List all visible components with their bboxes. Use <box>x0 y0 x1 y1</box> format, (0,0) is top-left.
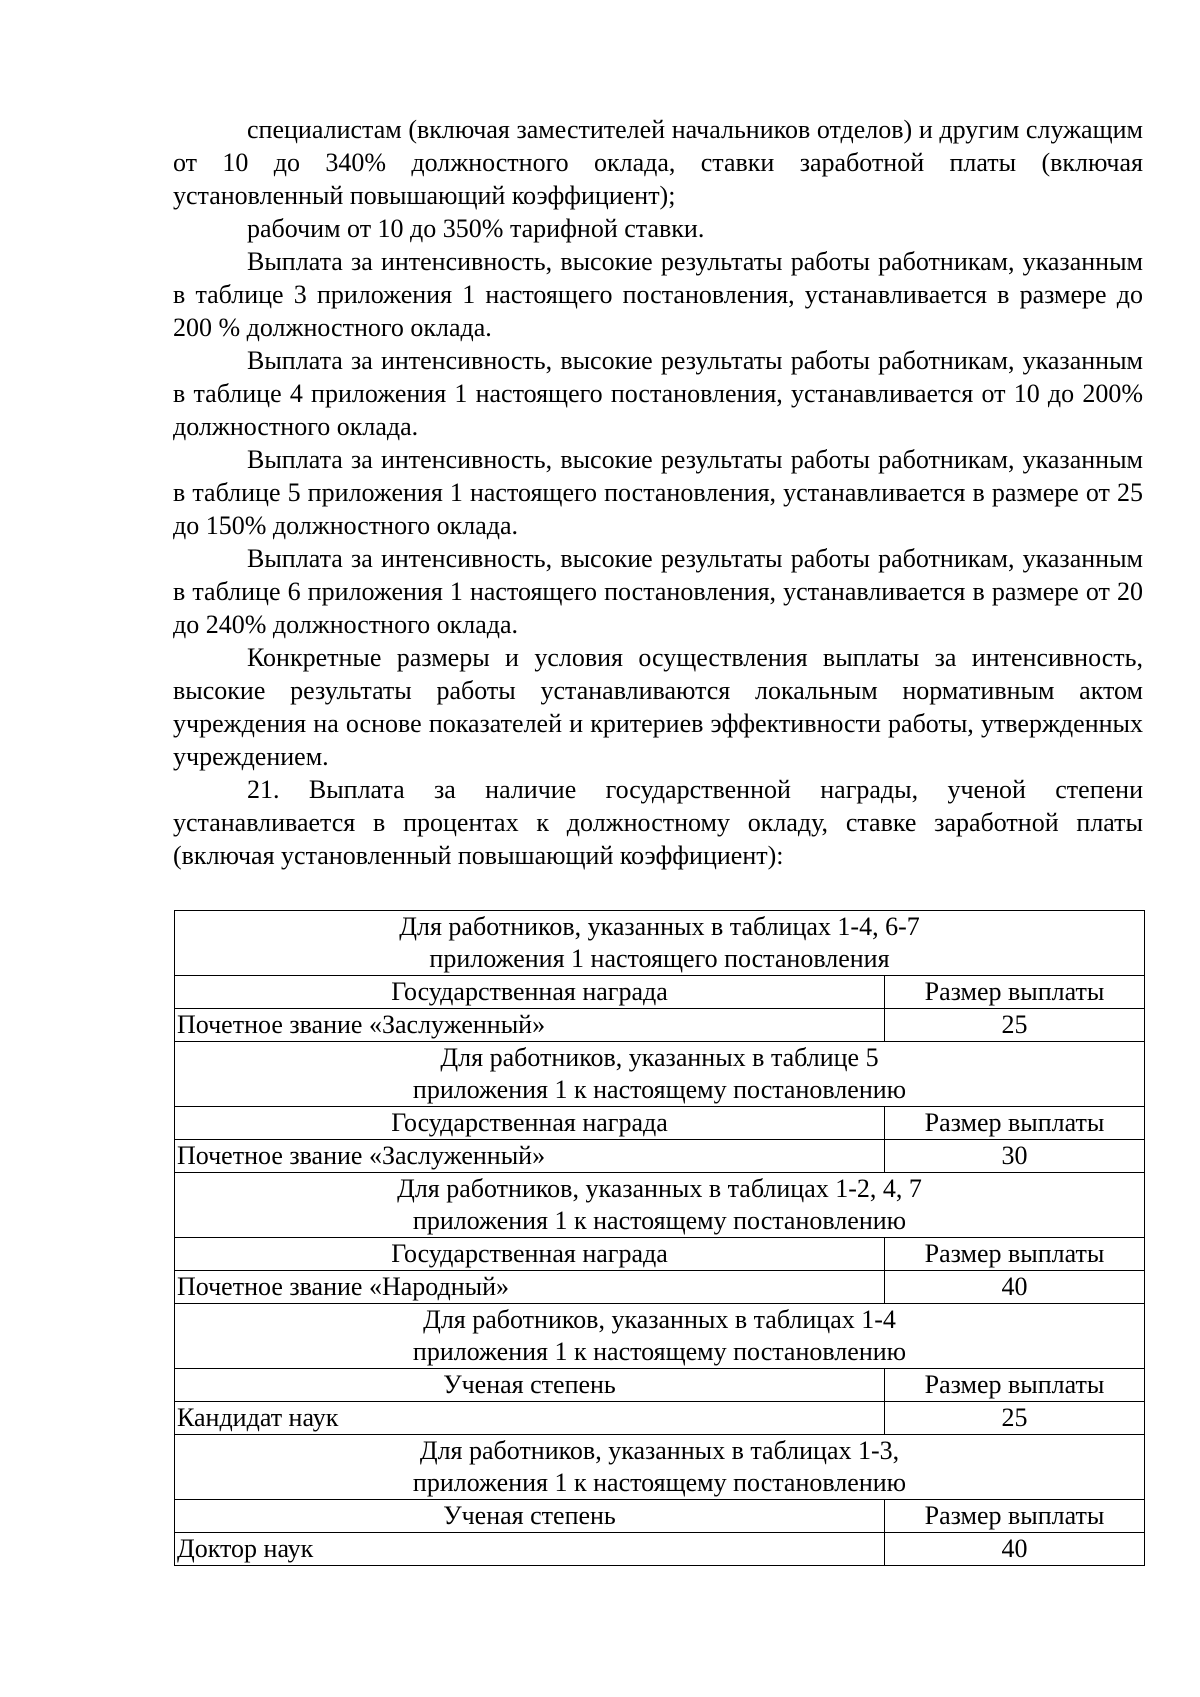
section-header-line: приложения 1 настоящего постановления <box>429 944 890 973</box>
table-row <box>175 1533 1145 1566</box>
table-column-headers <box>175 1369 1145 1402</box>
column-header-award: Государственная награда <box>175 1238 885 1271</box>
table-row <box>175 1009 1145 1042</box>
table-row <box>175 1402 1145 1435</box>
column-header-award: Государственная награда <box>175 976 885 1009</box>
paragraph-table-5: Выплата за интенсивность, высокие результаты работы работникам, указанным в таблице 5 приложения 1 настоящего постановления, устанавливается в размере от 25 до 150% должностного оклада. <box>173 445 1143 540</box>
table-section-header <box>175 1042 1145 1107</box>
column-header-award: Государственная награда <box>175 1107 885 1140</box>
paragraph-21-award: 21. Выплата за наличие государственной награды, ученой степени устанавливается в процентах к должностному окладу, ставке заработной платы (включая установленный повышающий коэффициент): <box>173 775 1143 870</box>
section-header-line: Для работников, указанных в таблицах 1-2, 4, 7 <box>397 1174 922 1203</box>
column-header-degree: Ученая степень <box>175 1369 885 1402</box>
table-column-headers <box>175 976 1145 1009</box>
table-section-header <box>175 1435 1145 1500</box>
section-header-line: приложения 1 к настоящему постановлению <box>412 1468 907 1497</box>
table-column-headers <box>175 1238 1145 1271</box>
section-header-line: приложения 1 к настоящему постановлению <box>412 1206 907 1235</box>
table-column-headers <box>175 1500 1145 1533</box>
row-label: Почетное звание «Заслуженный» <box>175 1009 885 1042</box>
row-value: 40 <box>885 1271 1145 1304</box>
row-value: 40 <box>885 1533 1145 1566</box>
paragraph-specialists: специалистам (включая заместителей начальников отделов) и другим служащим от 10 до 340% должностного оклада, ставки заработной платы (включая установленный повышающий коэффициент); <box>173 115 1143 210</box>
document-page <box>173 113 1143 1566</box>
column-header-amount: Размер выплаты <box>885 1500 1145 1533</box>
paragraph-table-6: Выплата за интенсивность, высокие результаты работы работникам, указанным в таблице 6 приложения 1 настоящего постановления, устанавливается в размере от 20 до 240% должностного оклада. <box>173 544 1143 639</box>
section-header-line: Для работников, указанных в таблицах 1-4 <box>423 1305 896 1334</box>
section-header-line: Для работников, указанных в таблице 5 <box>440 1043 879 1072</box>
section-header-line: Для работников, указанных в таблицах 1-3, <box>419 1436 900 1465</box>
column-header-amount: Размер выплаты <box>885 976 1145 1009</box>
section-header-line: приложения 1 к настоящему постановлению <box>412 1075 907 1104</box>
table-column-headers <box>175 1107 1145 1140</box>
row-label: Почетное звание «Народный» <box>175 1271 885 1304</box>
table-section-header <box>175 1173 1145 1238</box>
table-row <box>175 1140 1145 1173</box>
row-label: Кандидат наук <box>175 1402 885 1435</box>
paragraph-criteria: Конкретные размеры и условия осуществления выплаты за интенсивность, высокие результаты работы устанавливаются локальным нормативным актом учреждения на основе показателей и критериев эффективности работы, утвержденных учреждением. <box>173 643 1143 771</box>
paragraph-table-4: Выплата за интенсивность, высокие результаты работы работникам, указанным в таблице 4 приложения 1 настоящего постановления, устанавливается от 10 до 200% должностного оклада. <box>173 346 1143 441</box>
paragraph-workers: рабочим от 10 до 350% тарифной ставки. <box>247 214 705 243</box>
table-row <box>175 1271 1145 1304</box>
row-label: Доктор наук <box>175 1533 885 1566</box>
row-value: 25 <box>885 1009 1145 1042</box>
table-section-header <box>175 911 1145 976</box>
table-section-header <box>175 1304 1145 1369</box>
column-header-amount: Размер выплаты <box>885 1107 1145 1140</box>
row-label: Почетное звание «Заслуженный» <box>175 1140 885 1173</box>
row-value: 30 <box>885 1140 1145 1173</box>
column-header-amount: Размер выплаты <box>885 1238 1145 1271</box>
row-value: 25 <box>885 1402 1145 1435</box>
column-header-degree: Ученая степень <box>175 1500 885 1533</box>
column-header-amount: Размер выплаты <box>885 1369 1145 1402</box>
awards-table <box>174 910 1145 1566</box>
section-header-line: Для работников, указанных в таблицах 1-4, 6-7 <box>399 912 920 941</box>
paragraph-table-3: Выплата за интенсивность, высокие результаты работы работникам, указанным в таблице 3 приложения 1 настоящего постановления, устанавливается в размере до 200 % должностного оклада. <box>173 247 1143 342</box>
section-header-line: приложения 1 к настоящему постановлению <box>412 1337 907 1366</box>
